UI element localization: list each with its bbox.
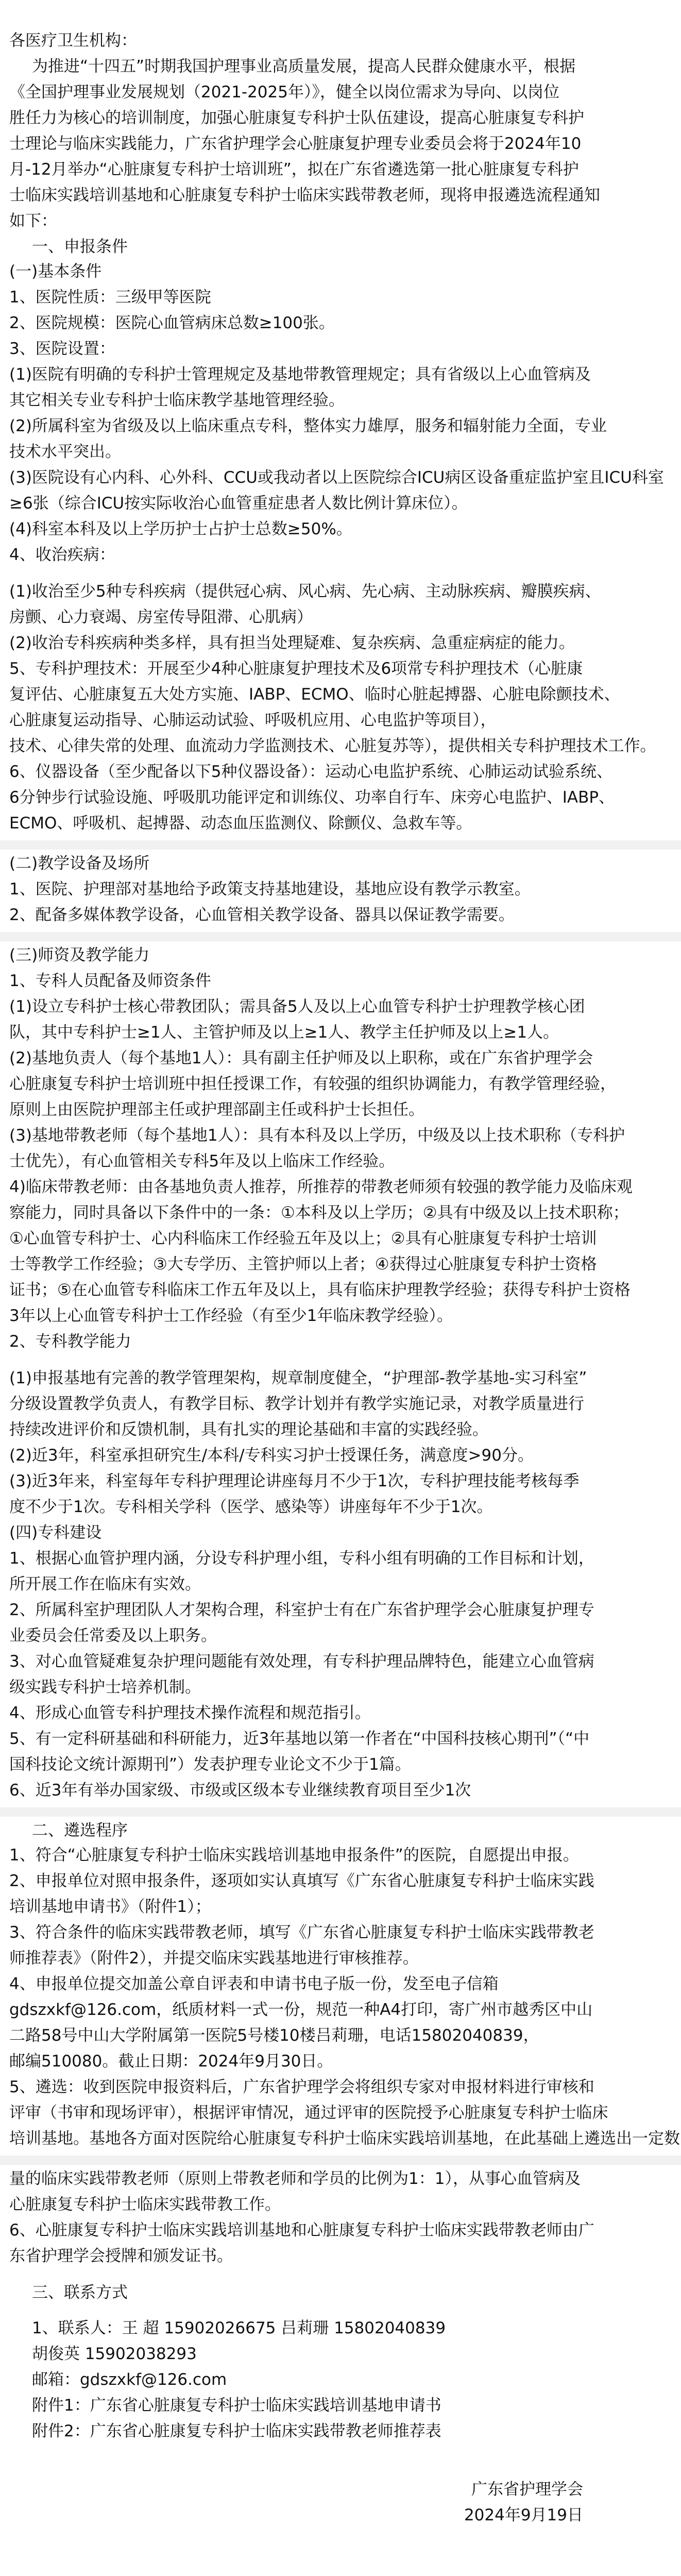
text-line: 1、联系人：王 超 15902026675 吕莉珊 15802040839 xyxy=(32,2319,446,2337)
text-line: 士临床实践培训基地和心脏康复专科护士临床实践带教老师，现将申报遴选流程通知 xyxy=(9,186,600,205)
text-line: 4、收治疾病： xyxy=(9,546,115,564)
text-line: ECMO、呼吸机、起搏器、动态血压监测仪、除颤仪、急救车等。 xyxy=(9,814,472,833)
text-line: 2、配备多媒体教学设备，心血管相关教学设备、器具以保证教学需要。 xyxy=(9,906,515,924)
text-line: 5、遴选：收到医院申报资料后，广东省护理学会将组织专家对申报材料进行审核和 xyxy=(9,2078,594,2096)
text-line: gdszxkf@126.com，纸质材料一式一份，规范一种A4打印，寄广州市越秀区中山 xyxy=(9,2001,593,2019)
text-line: (2)收治专科疾病种类多样，具有担当处理疑难、复杂疾病、急重症病症的能力。 xyxy=(9,634,575,652)
text-line: (二)教学设备及场所 xyxy=(9,854,150,873)
text-line: 2、专科教学能力 xyxy=(9,1332,131,1351)
text-line: 1、医院、护理部对基地给予政策支持基地建设，基地应设有教学示教室。 xyxy=(9,880,531,899)
text-line: 广东省护理学会 xyxy=(471,2480,583,2499)
text-line: 所开展工作在临床有实效。 xyxy=(9,1575,201,1594)
text-line: 士理论与临床实践能力，广东省护理学会心脏康复护理专业委员会将于2024年10 xyxy=(9,134,582,153)
text-line: 月-12月举办“心脏康复专科护士培训班”，拟在广东省遴选第一批心脏康复专科护 xyxy=(9,160,579,179)
text-line: 心脏康复运动指导、心肺运动试验、呼吸机应用、心电监护等项目）， xyxy=(9,711,497,730)
section-separator xyxy=(0,2156,681,2165)
text-line: 二路58号中山大学附属第一医院5号楼10楼吕莉珊，电话15802040839， xyxy=(9,2026,539,2045)
text-line: (3)医院设有心内科、心外科、CCU或我动者以上医院综合ICU病区设备重症监护室且ICU科室 xyxy=(9,468,664,487)
text-line: 3、医院设置： xyxy=(9,340,115,358)
text-line: (2)基地负责人（每个基地1人）：具有副主任护师及以上职称，或在广东省护理学会 xyxy=(9,1049,593,1067)
text-line: 士优先），有心血管相关专科5年及以上临床工作经验。 xyxy=(9,1152,395,1171)
section-separator xyxy=(0,840,681,850)
text-line: 5、有一定科研基础和科研能力，近3年基地以第一作者在“中国科技核心期刊”（“中 xyxy=(9,1730,590,1748)
text-line: 3、对心血管疑难复杂护理问题能有效处理，有专科护理品牌特色，能建立心血管病 xyxy=(9,1652,594,1671)
text-line: 三、联系方式 xyxy=(32,2283,128,2302)
text-line: 3年以上心血管专科护士工作经验（有至少1年临床教学经验）。 xyxy=(9,1307,453,1325)
text-line: 4、申报单位提交加盖公章自评表和申请书电子版一份，发至电子信箱 xyxy=(9,1975,499,1993)
text-line: 1、专科人员配备及师资条件 xyxy=(9,972,211,990)
text-line: 4)临床带教老师：由各基地负责人推荐，所推荐的带教老师须有较强的教学能力及临床观 xyxy=(9,1178,633,1196)
text-line: (4)科室本科及以上学历护士占护士总数≥50%。 xyxy=(9,520,352,538)
text-line: 5、专科护理技术：开展至少4种心脏康复护理技术及6项常专科护理技术（心脏康 xyxy=(9,659,583,678)
text-line: 《全国护理事业发展规划（2021-2025年）》，健全以岗位需求为导向、以岗位 xyxy=(9,83,559,101)
text-line: 队，其中专科护士≥1人、主管护师及以上≥1人、教学主任护师及以上≥1人。 xyxy=(9,1023,559,1042)
text-line: 2、申报单位对照申报条件，逐项如实认真填写《广东省心脏康复专科护士临床实践 xyxy=(9,1872,594,1890)
text-line: (1)收治至少5种专科疾病（提供冠心病、风心病、先心病、主动脉疾病、瓣膜疾病、 xyxy=(9,582,601,601)
text-line: 如下： xyxy=(9,212,57,230)
text-line: 2、医院规模：医院心血管病床总数≥100张。 xyxy=(9,314,335,332)
text-line: 各医疗卫生机构： xyxy=(9,31,137,50)
text-line: 师推荐表》（附件2），并提交临床实践基地进行审核推荐。 xyxy=(9,1949,419,1968)
text-line: 士等教学工作经验；③大专学历、主管护师以上者；④获得过心脏康复专科护士资格 xyxy=(9,1255,597,1274)
text-line: 东省护理学会授牌和颁发证书。 xyxy=(9,2247,233,2265)
text-line: 度不少于1次。专科相关学科（医学、感染等）讲座每年不少于1次。 xyxy=(9,1498,493,1516)
text-line: (2)近3年，科室承担研究生/本科/专科实习护士授课任务，满意度>90分。 xyxy=(9,1446,534,1465)
text-line: 持续改进评价和反馈机制，具有扎实的理论基础和丰富的实践经验。 xyxy=(9,1420,488,1439)
text-line: 察能力，同时具备以下条件中的一条：①本科及以上学历；②具有中级及以上技术职称； xyxy=(9,1204,629,1222)
text-line: 附件2：广东省心脏康复专科护士临床实践带教老师推荐表 xyxy=(32,2422,441,2441)
text-line: 二、遴选程序 xyxy=(32,1821,128,1840)
text-line: 6、仪器设备（至少配备以下5种仪器设备）：运动心电监护系统、心肺运动试验系统、 xyxy=(9,762,612,781)
text-line: (2)所属科室为省级及以上临床重点专科，整体实力雄厚，服务和辐射能力全面，专业 xyxy=(9,417,607,435)
text-line: 培训基地。基地各方面对医院给心脏康复专科护士临床实践培训基地，在此基础上遴选出一定数 xyxy=(9,2129,680,2148)
text-line: (1)医院有明确的专科护士管理规定及基地带教管理规定；具有省级以上心血管病及 xyxy=(9,365,591,384)
section-separator xyxy=(0,932,681,941)
text-line: (三)师资及教学能力 xyxy=(9,946,150,964)
text-line: 心脏康复专科护士培训班中担任授课工作，有较强的组织协调能力，有教学管理经验， xyxy=(9,1075,616,1093)
text-line: 原则上由医院护理部主任或护理部副主任或科护士长担任。 xyxy=(9,1100,424,1119)
text-line: 邮编510080。截止日期：2024年9月30日。 xyxy=(9,2052,333,2071)
text-line: 评审（书审和现场评审），根据评审情况，通过评审的医院授予心脏康复专科护士临床 xyxy=(9,2104,608,2122)
section-separator xyxy=(0,1807,681,1817)
text-line: 邮箱：gdszxkf@126.com xyxy=(32,2370,227,2389)
text-line: 级实践专科护士培养机制。 xyxy=(9,1678,201,1697)
text-line: (一)基本条件 xyxy=(9,262,102,281)
text-line: ≥6张（综合ICU按实际收治心血管重症患者人数比例计算床位）。 xyxy=(9,494,468,513)
text-line: 4、形成心血管专科护理技术操作流程和规范指引。 xyxy=(9,1704,371,1722)
text-line: 6分钟步行试验设施、呼吸肌功能评定和训练仪、功率自行车、床旁心电监护、IABP、 xyxy=(9,788,615,807)
text-line: 1、符合“心脏康复专科护士临床实践培训基地申报条件”的医院，自愿提出申报。 xyxy=(9,1846,579,1865)
text-line: 6、心脏康复专科护士临床实践培训基地和心脏康复专科护士临床实践带教老师由广 xyxy=(9,2221,594,2240)
text-line: 胡俊英 15902038293 xyxy=(32,2345,197,2363)
text-line: (1)设立专科护士核心带教团队；需具备5人及以上心血管专科护士护理教学核心团 xyxy=(9,997,585,1016)
text-line: (四)专科建设 xyxy=(9,1523,102,1542)
text-line: 业委员会任常委及以上职务。 xyxy=(9,1626,217,1645)
text-line: 技术、心律失常的处理、血流动力学监测技术、心脏复苏等），提供相关专科护理技术工作。 xyxy=(9,737,656,755)
text-line: 房颤、心力衰竭、房室传导阻滞、心肌病） xyxy=(9,608,313,626)
text-line: 量的临床实践带教老师（原则上带教老师和学员的比例为1：1），从事心血管病及 xyxy=(9,2170,581,2188)
text-line: 培训基地申请书》（附件1）； xyxy=(9,1897,211,1916)
text-line: 技术水平突出。 xyxy=(9,443,121,461)
text-line: (3)近3年来，科室每年专科护理理论讲座每月不少于1次，专科护理技能考核每季 xyxy=(9,1472,580,1490)
text-line: 3、符合条件的临床实践带教老师，填写《广东省心脏康复专科护士临床实践带教老 xyxy=(9,1923,594,1942)
text-line: 2024年9月19日 xyxy=(464,2506,583,2524)
text-line: 胜任力为核心的培训制度，加强心脏康复专科护士队伍建设，提高心脏康复专科护 xyxy=(9,109,584,127)
text-line: 复评估、心脏康复五大处方实施、IABP、ECMO、临时心脏起搏器、心脏电除颤技术、 xyxy=(9,685,620,704)
text-line: (1)申报基地有完善的教学管理架构，规章制度健全，“护理部-教学基地-实习科室” xyxy=(9,1369,587,1387)
text-line: (3)基地带教老师（每个基地1人）：具有本科及以上学历，中级及以上技术职称（专科护 xyxy=(9,1126,625,1145)
text-line: 分级设置教学负责人，有教学目标、教学计划并有教学实施记录，对教学质量进行 xyxy=(9,1395,584,1413)
text-line: 附件1：广东省心脏康复专科护士临床实践培训基地申请书 xyxy=(32,2396,441,2415)
text-line: 6、近3年有举办国家级、市级或区级本专业继续教育项目至少1次 xyxy=(9,1781,471,1800)
text-line: ①心血管专科护士、心内科临床工作经验五年及以上；②具有心脏康复专科护士培训 xyxy=(9,1229,597,1248)
text-line: 1、根据心血管护理内涵，分设专科护理小组，专科小组有明确的工作目标和计划， xyxy=(9,1549,594,1568)
text-line: 其它相关专业专科护士临床教学基地管理经验。 xyxy=(9,391,345,410)
text-line: 2、所属科室护理团队人才架构合理，科室护士有在广东省护理学会心脏康复护理专 xyxy=(9,1601,594,1619)
text-line: 心脏康复专科护士临床实践带教工作。 xyxy=(9,2195,281,2214)
text-line: 证书；⑤在心血管专科临床工作五年及以上，具有临床护理教学经验；获得专科护士资格 xyxy=(9,1281,631,1299)
text-line: 一、申报条件 xyxy=(32,238,128,256)
text-line: 国科技论文统计源期刊”）发表护理专业论文不少于1篇。 xyxy=(9,1755,411,1774)
text-line: 1、医院性质：三级甲等医院 xyxy=(9,288,211,307)
text-line: 为推进“十四五”时期我国护理事业高质量发展，提高人民群众健康水平，根据 xyxy=(32,57,576,76)
